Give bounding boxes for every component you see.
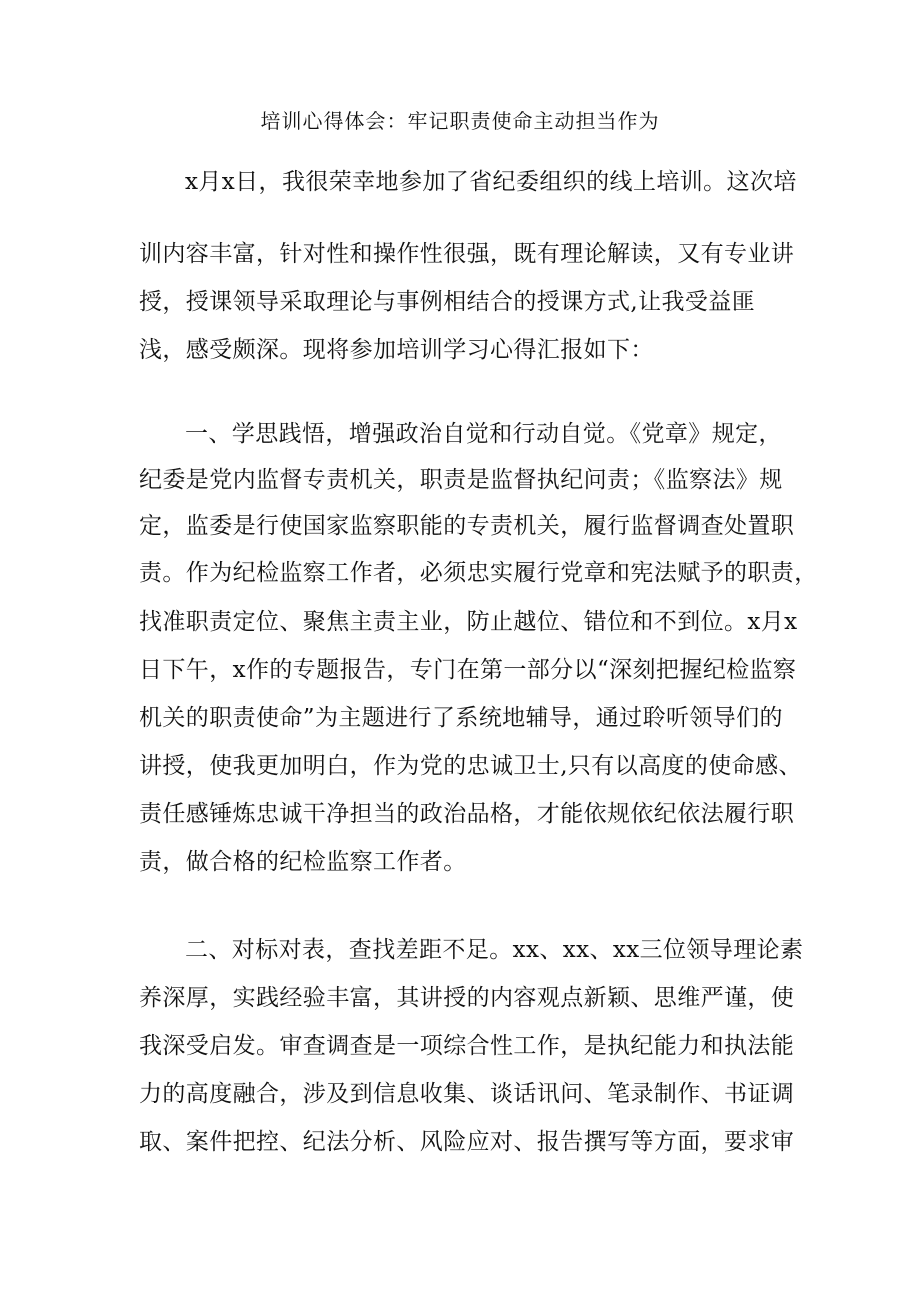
paragraph-3-line-1: 二、对标对表，查找差距不足。xx、xx、xx三位领导理论素 xyxy=(185,937,804,963)
paragraph-2-line-6: 日下午，x作的专题报告，专门在第一部分以“深刻把握纪检监察 xyxy=(139,657,797,683)
paragraph-2-line-4: 责。作为纪检监察工作者，必须忠实履行党章和宪法赋予的职责， xyxy=(139,560,818,586)
paragraph-2-line-5: 找准职责定位、聚焦主责主业，防止越位、错位和不到位。x月x xyxy=(139,609,798,635)
paragraph-2-line-3: 定，监委是行使国家监察职能的专责机关，履行监督调查处置职 xyxy=(139,513,795,539)
paragraph-2-line-8: 讲授，使我更加明白，作为党的忠诚卫士,只有以高度的使命感、 xyxy=(139,753,802,779)
paragraph-1-line-3: 授，授课领导采取理论与事例相结合的授课方式,让我受益匪 xyxy=(139,289,756,315)
paragraph-1-line-2: 训内容丰富，针对性和操作性很强，既有理论解读，又有专业讲 xyxy=(139,241,795,267)
paragraph-3-line-4: 力的高度融合，涉及到信息收集、谈话讯问、笔录制作、书证调 xyxy=(139,1081,795,1107)
paragraph-2-line-9: 责任感锤炼忠诚干净担当的政治品格，才能依规依纪依法履行职 xyxy=(139,801,795,827)
paragraph-3-line-2: 养深厚，实践经验丰富，其讲授的内容观点新颖、思维严谨，使 xyxy=(139,985,795,1011)
paragraph-3-line-5: 取、案件把控、纪法分析、风险应对、报告撰写等方面，要求审 xyxy=(139,1129,795,1155)
paragraph-1-line-1: x月x日，我很荣幸地参加了省纪委组织的线上培训。这次培 xyxy=(185,169,797,195)
paragraph-2-line-10: 责，做合格的纪检监察工作者。 xyxy=(139,849,467,875)
paragraph-2-line-1: 一、学思践悟，增强政治自觉和行动自觉。《党章》规定， xyxy=(185,421,782,447)
paragraph-1-line-4: 浅，感受颇深。现将参加培训学习心得汇报如下： xyxy=(139,337,654,363)
document-title: 培训心得体会：牢记职责使命主动担当作为 xyxy=(260,109,660,133)
paragraph-2-line-7: 机关的职责使命”为主题进行了系统地辅导，通过聆听领导们的 xyxy=(139,705,783,731)
paragraph-2-line-2: 纪委是党内监督专责机关，职责是监督执纪问责；《监察法》规 xyxy=(139,467,783,493)
paragraph-3-line-3: 我深受启发。审查调查是一项综合性工作，是执纪能力和执法能 xyxy=(139,1033,795,1059)
